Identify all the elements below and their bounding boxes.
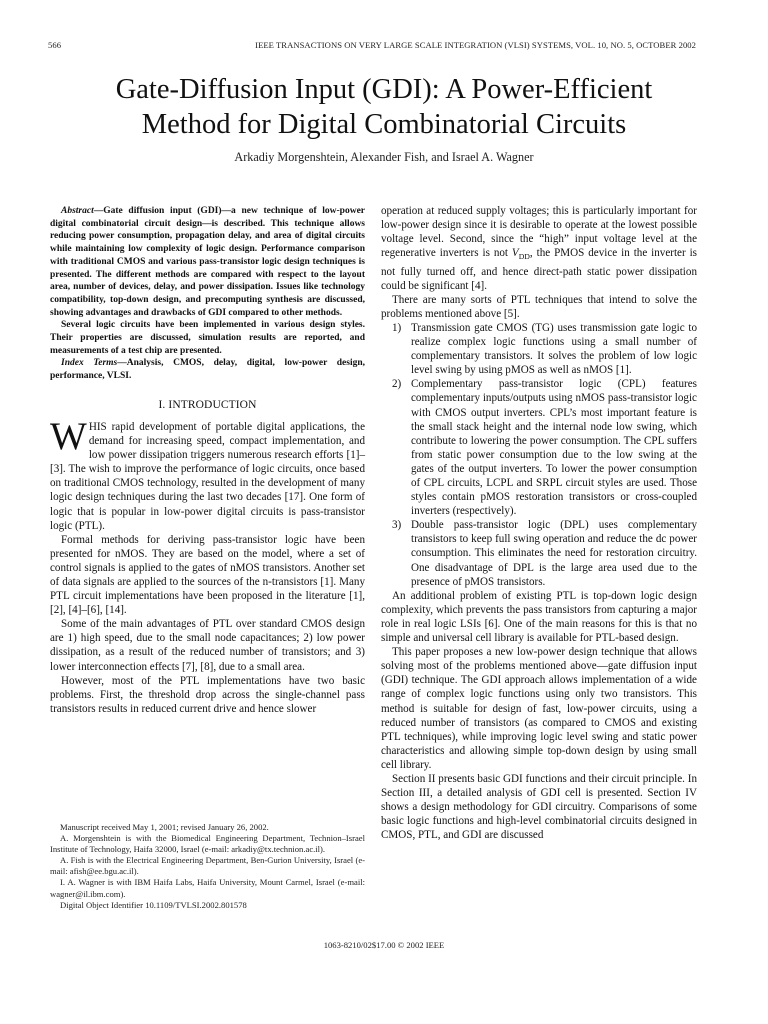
right-paragraph-4: This paper proposes a new low-power design technique that allows solving most of the problems mentioned above—gate diffusion input (GDI) technique. The GDI approach allows implementation of a wide range of complex logic functions using only two transistors. This method is suitable for design of fast, low-power circuits, using a reduced number of transistors (as compared to CMOS and existing PTL techniques), while improving logic level swing and static power characteristics and allowing simple top-down design by using small cell library. (381, 646, 697, 771)
list-item (381, 321, 697, 377)
section-title-rest: NTRODUCTION (172, 398, 257, 411)
title-line-1: Gate-Diffusion Input (GDI): A Power-Efficient (115, 74, 653, 105)
list-item-number: 1) (392, 321, 402, 334)
abstract-paragraph-2: Several logic circuits have been implemented in various design styles. Their properties are discussed, simulation results are reported, and measurements of a test chip are presented. (50, 320, 365, 356)
list-item-text: Complementary pass-transistor logic (CPL) features complementary inputs/outputs using nMOS pass-transistor logic with CMOS output inverters. CPL’s most important feature is the small stack height and the internal node low swing, which contribute to lowering the power consumption. The CPL suffers from static power consumption due to the low swing at the gates of the output inverters. To lower the power consumption of CPL circuits, LCPL and SRPL circuit styles are used. Those styles contain pMOS restoration transistors or cross-coupled inverters (respectively). (411, 378, 697, 518)
list-item (381, 377, 697, 518)
paper-title (40, 72, 728, 142)
footnote-author-1: A. Morgenshtein is with the Biomedical Engineering Department, Technion–Israel Institute of Technology, Haifa 32000, Israel (e-mail: arkadiy@tx.technion.ac.il). (50, 833, 365, 855)
drop-cap: W (50, 414, 87, 458)
index-terms (50, 357, 365, 382)
page-number: 566 (48, 40, 62, 50)
intro-paragraph-2: Formal methods for deriving pass-transistor logic have been presented for nMOS. They are based on the model, where a set of control signals is applied to the gates of nMOS transistors. Another set of data signals are applied to the sources of the n-transistors [1]. Many PTL circuit implementations have been proposed in the literature [1], [2], [4]–[6], [14]. (50, 533, 365, 617)
footnote-doi: Digital Object Identifier 10.1109/TVLSI.2002.801578 (60, 899, 247, 910)
intro-paragraph-4: However, most of the PTL implementations have two basic problems. First, the threshold drop across the single-channel pass transistors results in reduced current drive and hence slower (50, 674, 365, 715)
section-initial: I (168, 398, 173, 411)
vdd-subscript: DD (518, 252, 530, 262)
intro-paragraph-1-text: rapid development of portable digital applications, the demand for increasing speed, compact implementation, and low power dissipation triggers numerous research efforts [1]–[3]. The wish to improve the performance of logic circuits, once based on traditional CMOS technology, resulted in the development of many logic design techniques during the last two decades [17]. One form of logic that is popular in low-power digital circuits is pass-transistor logic (PTL). (50, 420, 365, 532)
ptl-techniques-list (381, 321, 697, 589)
abstract-label: Abstract (61, 206, 94, 216)
abstract (50, 205, 365, 319)
right-paragraph-2: There are many sorts of PTL techniques that intend to solve the problems mentioned above [5]. (381, 293, 697, 320)
intro-paragraph-1 (50, 414, 365, 533)
left-column (50, 205, 365, 716)
footnote-manuscript: Manuscript received May 1, 2001; revised January 26, 2002. (60, 822, 269, 832)
footnote-author-2: A. Fish is with the Electrical Engineering Department, Ben-Gurion University, Israel (e-mail: afish@ee.bgu.ac.il). (50, 855, 365, 877)
intro-paragraph-3: Some of the main advantages of PTL over standard CMOS design are 1) high speed, due to the small node capacitances; 2) low power dissipation, as a result of the reduced number of transistors; and 3) lower interconnection effects [7], [8], due to a small area. (50, 618, 365, 673)
list-item-number: 3) (392, 519, 402, 532)
footnotes (50, 822, 365, 911)
abstract-text: —Gate diffusion input (GDI)—a new technique of low-power digital combinatorial circuit design—is described. This technique allows reducing power consumption, propagation delay, and area of digital circuits while maintaining low complexity of logic design. Performance comparison with traditional CMOS and various pass-transistor logic design techniques is presented. The different methods are compared with respect to the layout area, number of devices, delay, and power dissipation. Issues like technology compatibility, top-down design, and precomputing synthesis are discussed, showing advantages and drawbacks of GDI compared to other methods. (50, 206, 365, 318)
authors: Arkadiy Morgenshtein, Alexander Fish, and Israel A. Wagner (234, 150, 534, 164)
footnote-author-3: I. A. Wagner is with IBM Haifa Labs, Haifa University, Mount Carmel, Israel (e-mail: wagner@il.ibm.com). (50, 877, 365, 899)
title-line-2: Method for Digital Combinatorial Circuits (141, 109, 627, 140)
section-heading-introduction (50, 398, 365, 412)
right-paragraph-3: An additional problem of existing PTL is top-down logic design complexity, which prevents the pass transistors from capturing a major role in real logic LSIs [6]. One of the main reasons for this is that no simple and universal cell library is available for PTL-based design. (381, 589, 697, 645)
right-paragraph-5: Section II presents basic GDI functions and their circuit principle. In Section III, a detailed analysis of GDI cell is presented. Section IV shows a design methodology for GDI circuitry. Comparisons of some basic logic functions and high-level combinatorial circuits designed in CMOS, PTL, and GDI are discussed (381, 772, 697, 842)
list-item-text: Transmission gate CMOS (TG) uses transmission gate logic to realize complex logic functions using a small number of complementary transistors. It solves the problem of low logic level swing by using pMOS as well as nMOS [1]. (411, 321, 697, 377)
list-item (381, 518, 697, 588)
right-paragraph-1a: operation at reduced supply voltages; this is particularly important for low-power design since it is desirable to operate at the lowest possible voltage level. Second, since the “high” input voltage level at the regenerative inverters is not (381, 205, 697, 260)
index-terms-text: —Analysis, CMOS, delay, digital, low-power design, performance, VLSI. (50, 358, 365, 382)
right-column (381, 204, 697, 842)
list-item-number: 2) (392, 378, 402, 391)
right-paragraph-1b: , the PMOS device in the inverter is not fully turned off, and hence direct-path static power dissipation could be significant [4]. (381, 247, 697, 292)
vdd-symbol: V (511, 247, 519, 260)
copyright-footer: 1063-8210/02$17.00 © 2002 IEEE (323, 940, 445, 950)
right-paragraph-1 (381, 204, 697, 293)
section-numeral: I. (158, 398, 166, 411)
drop-cap-word: HIS (88, 420, 107, 433)
index-terms-label: Index Terms (61, 358, 118, 369)
journal-name: IEEE TRANSACTIONS ON VERY LARGE SCALE INTEGRATION (VLSI) SYSTEMS, VOL. 10, NO. 5, OCTOBER 2002 (255, 40, 696, 50)
list-item-text: Double pass-transistor logic (DPL) uses complementary transistors to keep full swing operation and reduce the dc power consumption. This eliminates the need for restoration circuitry. One disadvantage of DPL is the large area used due to the presence of pMOS transistors. (411, 519, 697, 588)
